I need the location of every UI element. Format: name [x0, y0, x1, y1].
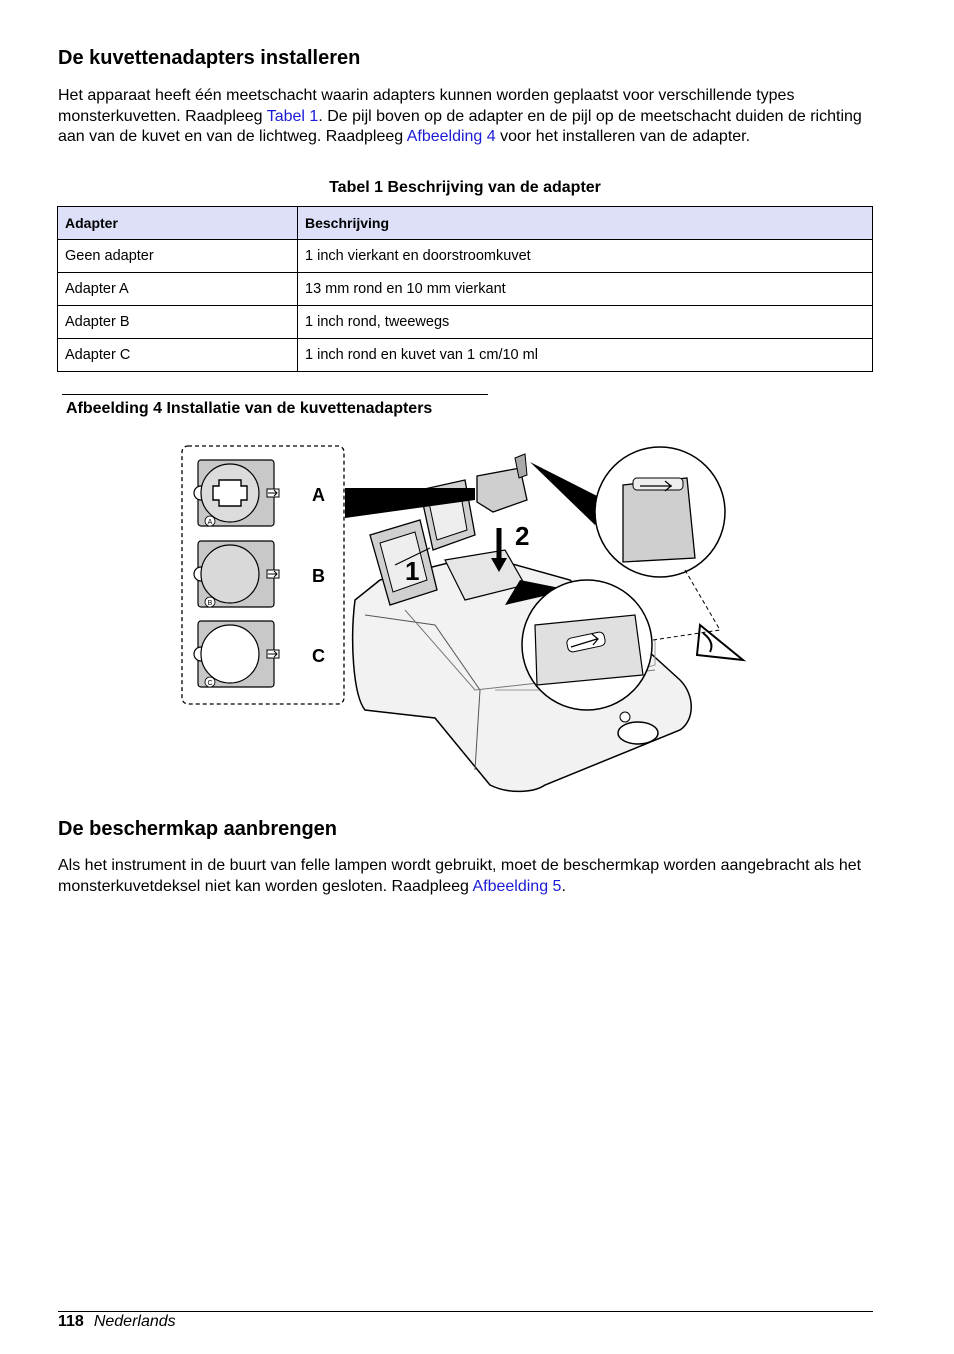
label-c: C [312, 646, 325, 666]
table-cell: 1 inch rond, tweewegs [298, 306, 873, 339]
table-row [58, 240, 873, 273]
table-cell: Geen adapter [58, 240, 298, 273]
link-afbeelding-4[interactable]: Afbeelding 4 [406, 128, 496, 145]
step-2-label: 2 [515, 521, 530, 551]
page-number: 118 [58, 1313, 84, 1330]
zoom-circle-bottom [522, 570, 720, 710]
beschermkap-paragraph: Als het instrument in de buurt van felle lampen wordt gebruikt, moet de beschermkap worden aangebracht als het monsterkuvetdeksel niet kan worden gesloten. Raadpleeg Afbeelding 5. [58, 857, 862, 895]
adapter-table [57, 206, 873, 372]
link-tabel-1[interactable]: Tabel 1 [266, 107, 319, 125]
link-afbeelding-5[interactable]: Afbeelding 5 [472, 877, 562, 895]
table-cell: Adapter B [58, 306, 298, 339]
label-a: A [312, 485, 325, 505]
section-title-beschermkap: De beschermkap aanbrengen [58, 818, 337, 840]
page-footer [58, 1313, 176, 1331]
zoom-circle-top [595, 447, 725, 577]
table-header-beschrijving: Beschrijving [298, 207, 873, 240]
light-path-eye-icon [697, 625, 743, 660]
footer-rule [58, 1311, 873, 1312]
footer-language: Nederlands [93, 1313, 176, 1330]
adapter-c-small-label: C [207, 680, 213, 687]
table-header-row [58, 207, 873, 240]
adapters-intro-paragraph: Het apparaat heeft één meetschacht waarin adapters kunnen worden geplaatst voor verschillende types monsterkuvetten. Raadpleeg Tabel 1. De pijl boven op de adapter en de pijl op de meetschacht duiden de richting aan van de kuvet en van de lichtweg. Raadpleeg Afbeelding 4 voor het installeren van de adapter. [58, 87, 862, 145]
step-1-label: 1 [405, 556, 420, 586]
figure-caption: Afbeelding 4 Installatie van de kuvettenadapters [66, 400, 433, 417]
table-row [58, 273, 873, 306]
figure-caption-rule [62, 394, 488, 395]
table-cell: Adapter C [58, 339, 298, 372]
table-cell: 1 inch rond en kuvet van 1 cm/10 ml [298, 339, 873, 372]
table-header-adapter: Adapter [58, 207, 298, 240]
table-cell: 1 inch vierkant en doorstroomkuvet [298, 240, 873, 273]
callout-wedge-top [530, 462, 605, 525]
adapter-a-drawing [194, 460, 279, 526]
adapter-installation-illustration [175, 440, 755, 795]
adapter-b-small-label: B [207, 600, 213, 607]
table-caption: Tabel 1 Beschrijving van de adapter [329, 179, 601, 196]
adapter-a-small-label: A [207, 519, 213, 526]
table-row [58, 339, 873, 372]
section-title-adapters: De kuvettenadapters installeren [58, 47, 361, 69]
adapter-b-drawing [194, 541, 279, 607]
adapter-c-drawing [194, 621, 279, 687]
table-cell: Adapter A [58, 273, 298, 306]
table-cell: 13 mm rond en 10 mm vierkant [298, 273, 873, 306]
table-row [58, 306, 873, 339]
label-b: B [312, 566, 325, 586]
